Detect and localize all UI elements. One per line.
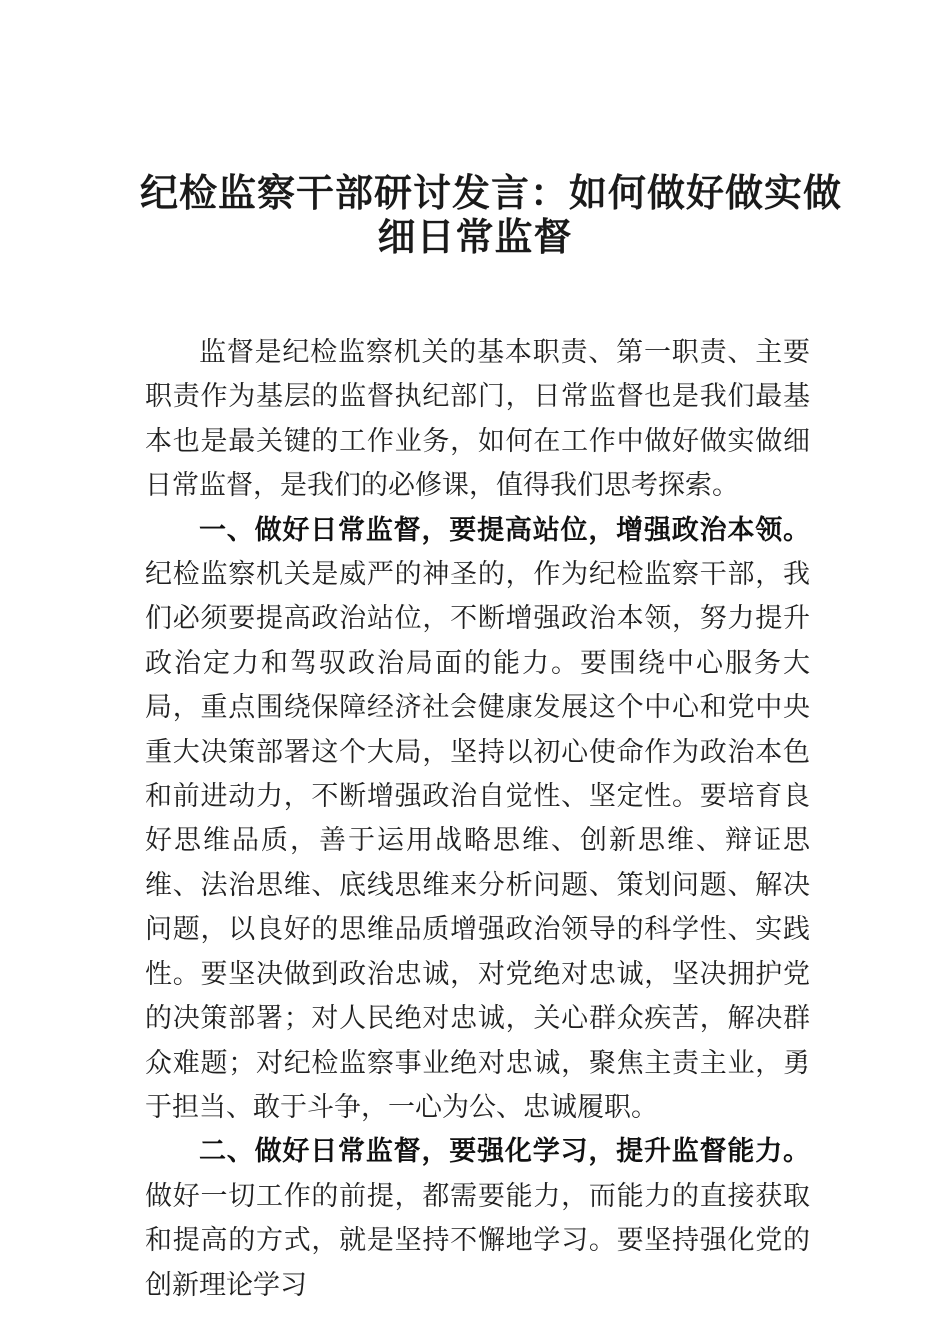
paragraph-section-1 [145, 509, 810, 1131]
document-body [145, 331, 810, 1308]
section-heading: 二、做好日常监督，要强化学习，提升监督能力。 [199, 1136, 810, 1168]
document-title-line-1: 纪检监察干部研讨发言：如何做好做实做 [140, 170, 843, 215]
paragraph-text: 监督是纪检监察机关的基本职责、第一职责、主要职责作为基层的监督执纪部门，日常监督也是我们最基本也是最关键的工作业务，如何在工作中做好做实做细日常监督，是我们的必修课，值得我们思考探索。 [145, 337, 810, 502]
paragraph-intro [145, 331, 810, 509]
paragraph-section-2 [145, 1130, 810, 1308]
section-heading: 一、做好日常监督，要提高站位，增强政治本领。 [199, 514, 810, 546]
paragraph-text: 做好一切工作的前提，都需要能力，而能力的直接获取和提高的方式，就是坚持不懈地学习。要坚持强化党的创新理论学习 [145, 1180, 810, 1301]
document-title-line-2: 细日常监督 [377, 214, 573, 259]
paragraph-text: 纪检监察机关是威严的神圣的，作为纪检监察干部，我们必须要提高政治站位，不断增强政治本领，努力提升政治定力和驾驭政治局面的能力。要围绕中心服务大局，重点围绕保障经济社会健康发展这个中心和党中央重大决策部署这个大局，坚持以初心使命作为政治本色和前进动力，不断增强政治自觉性、坚定性。要培育良好思维品质，善于运用战略思维、创新思维、辩证思维、法治思维、底线思维来分析问题、策划问题、解决问题，以良好的思维品质增强政治领导的科学性、实践性。要坚决做到政治忠诚，对党绝对忠诚，坚决拥护党的决策部署；对人民绝对忠诚，关心群众疾苦，解决群众难题；对纪检监察事业绝对忠诚，聚焦主责主业，勇于担当、敢于斗争，一心为公、忠诚履职。 [145, 559, 810, 1123]
